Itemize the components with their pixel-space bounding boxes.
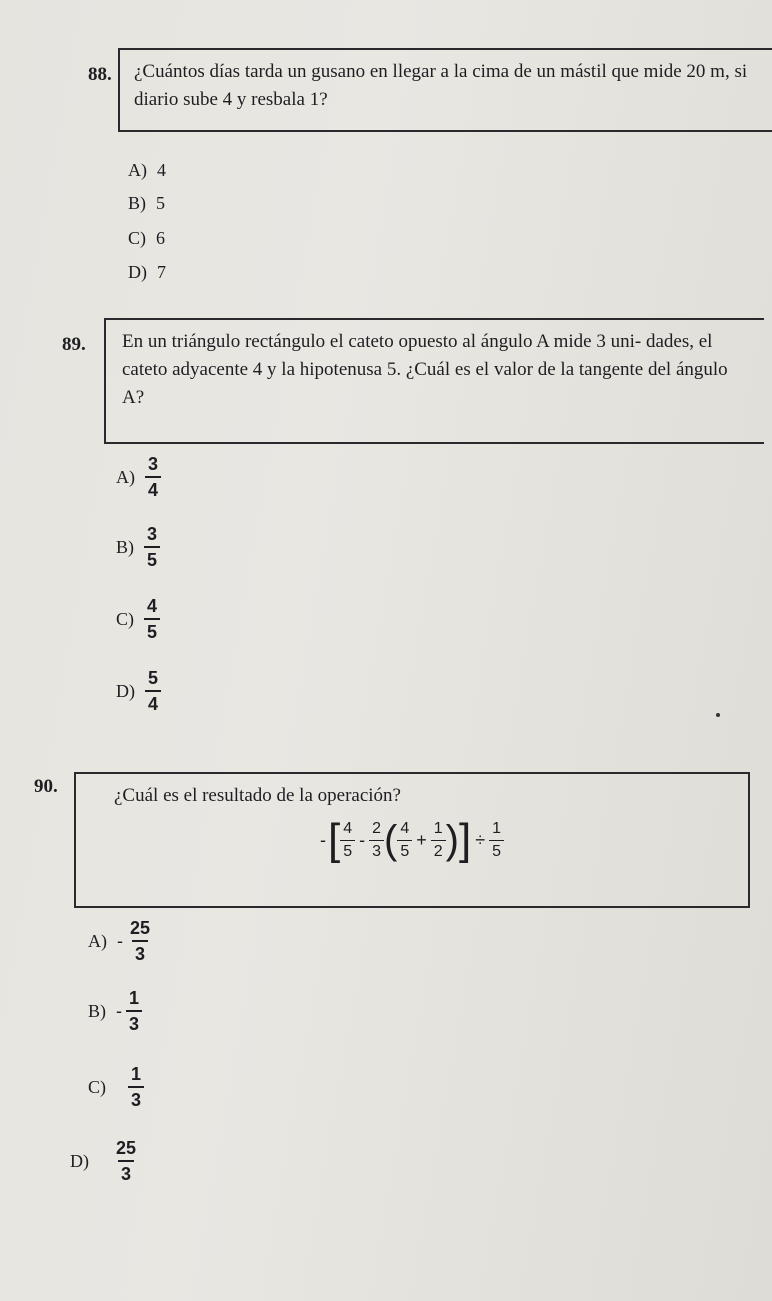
option-letter: B) <box>116 536 134 557</box>
fraction-denominator: 3 <box>128 1086 144 1110</box>
question-88-option-b[interactable] <box>128 193 165 214</box>
expr-close-bracket: ] <box>459 815 472 864</box>
question-90-text: ¿Cuál es el resultado de la operación? <box>114 785 401 806</box>
option-letter: D) <box>70 1150 89 1171</box>
fraction-denominator: 5 <box>397 840 412 861</box>
fraction-denominator: 3 <box>126 1010 142 1034</box>
option-value: 5 <box>156 193 165 213</box>
question-90-number: 90. <box>34 776 58 797</box>
question-89-option-a[interactable] <box>116 454 161 500</box>
option-value <box>113 1138 139 1184</box>
option-fraction <box>127 918 153 964</box>
option-value: 6 <box>156 228 165 248</box>
fraction-denominator: 3 <box>369 840 384 861</box>
fraction-denominator: 5 <box>489 840 504 861</box>
fraction-numerator: 1 <box>131 1064 142 1084</box>
question-90-option-d[interactable] <box>70 1138 139 1184</box>
option-letter: A) <box>128 160 147 180</box>
expr-close-paren: ) <box>445 818 459 862</box>
option-letter: A) <box>88 930 107 951</box>
fraction-denominator: 2 <box>431 840 446 861</box>
option-value <box>117 918 153 964</box>
question-90-option-c[interactable] <box>88 1064 144 1110</box>
expr-plus: + <box>416 830 427 850</box>
expr-open-paren: ( <box>384 818 398 862</box>
fraction-numerator: 25 <box>130 918 151 938</box>
expr-minus: - <box>359 830 366 850</box>
option-letter: C) <box>128 228 146 248</box>
fraction-denominator: 4 <box>145 476 161 500</box>
option-value: 7 <box>157 262 166 282</box>
fraction-numerator: 25 <box>116 1138 137 1158</box>
question-88-option-c[interactable] <box>128 228 165 249</box>
option-fraction <box>126 988 142 1034</box>
option-value: 4 <box>157 160 166 180</box>
fraction-numerator: 3 <box>148 454 159 474</box>
option-letter: D) <box>116 680 135 701</box>
question-89-number: 89. <box>62 334 86 355</box>
fraction-numerator: 1 <box>433 819 443 837</box>
expr-fraction-5 <box>489 820 504 861</box>
fraction-denominator: 5 <box>144 546 160 570</box>
fraction-numerator: 5 <box>148 668 159 688</box>
question-90-option-b[interactable] <box>88 988 142 1034</box>
option-fraction <box>144 596 160 642</box>
option-value <box>116 988 142 1034</box>
question-90-box <box>74 772 750 908</box>
fraction-numerator: 4 <box>343 819 353 837</box>
question-88-box <box>118 48 772 132</box>
expr-fraction-1 <box>340 820 355 861</box>
option-fraction <box>128 1064 144 1110</box>
fraction-denominator: 5 <box>144 618 160 642</box>
question-88-number: 88. <box>88 64 112 85</box>
option-letter: C) <box>88 1076 106 1097</box>
option-letter: B) <box>128 193 146 213</box>
question-89-option-b[interactable] <box>116 524 160 570</box>
expr-fraction-2 <box>369 820 384 861</box>
question-89-text: En un triángulo rectángulo el cateto opuesto al ángulo A mide 3 uni- dades, el cateto adyacente 4 y la hipotenusa 5. ¿Cuál es el valor de la tangente del ángulo A? <box>122 331 728 408</box>
question-90-option-a[interactable] <box>88 918 153 964</box>
question-89-option-d[interactable] <box>116 668 161 714</box>
fraction-numerator: 3 <box>147 524 158 544</box>
option-letter: B) <box>88 1000 106 1021</box>
fraction-numerator: 2 <box>372 819 382 837</box>
option-letter: A) <box>116 466 135 487</box>
fraction-numerator: 1 <box>492 819 502 837</box>
option-sign: - <box>117 930 123 951</box>
question-88-text: ¿Cuántos días tarda un gusano en llegar a la cima de un mástil que mide 20 m, si diario sube 4 y resbala 1? <box>134 61 748 110</box>
fraction-numerator: 4 <box>147 596 158 616</box>
operation-expression <box>76 815 748 864</box>
option-letter: D) <box>128 262 147 282</box>
fraction-numerator: 4 <box>400 819 410 837</box>
expr-fraction-4 <box>431 820 446 861</box>
question-88-option-d[interactable] <box>128 262 166 283</box>
question-89-box <box>104 318 764 444</box>
expr-divide: ÷ <box>475 830 486 850</box>
fraction-denominator: 5 <box>340 840 355 861</box>
option-value <box>128 1064 144 1110</box>
option-sign: - <box>116 1000 122 1021</box>
question-88-option-a[interactable] <box>128 160 166 181</box>
fraction-denominator: 4 <box>145 690 161 714</box>
fraction-numerator: 1 <box>129 988 140 1008</box>
option-fraction <box>145 668 161 714</box>
fraction-denominator: 3 <box>132 940 148 964</box>
question-89-option-c[interactable] <box>116 596 160 642</box>
option-fraction <box>144 524 160 570</box>
option-fraction <box>145 454 161 500</box>
option-letter: C) <box>116 608 134 629</box>
fraction-denominator: 3 <box>118 1160 134 1184</box>
expr-lead-sign: - <box>319 830 326 850</box>
paper-speck <box>716 713 720 717</box>
option-fraction <box>113 1138 139 1184</box>
expr-open-bracket: [ <box>327 815 341 864</box>
expr-fraction-3 <box>397 820 412 861</box>
